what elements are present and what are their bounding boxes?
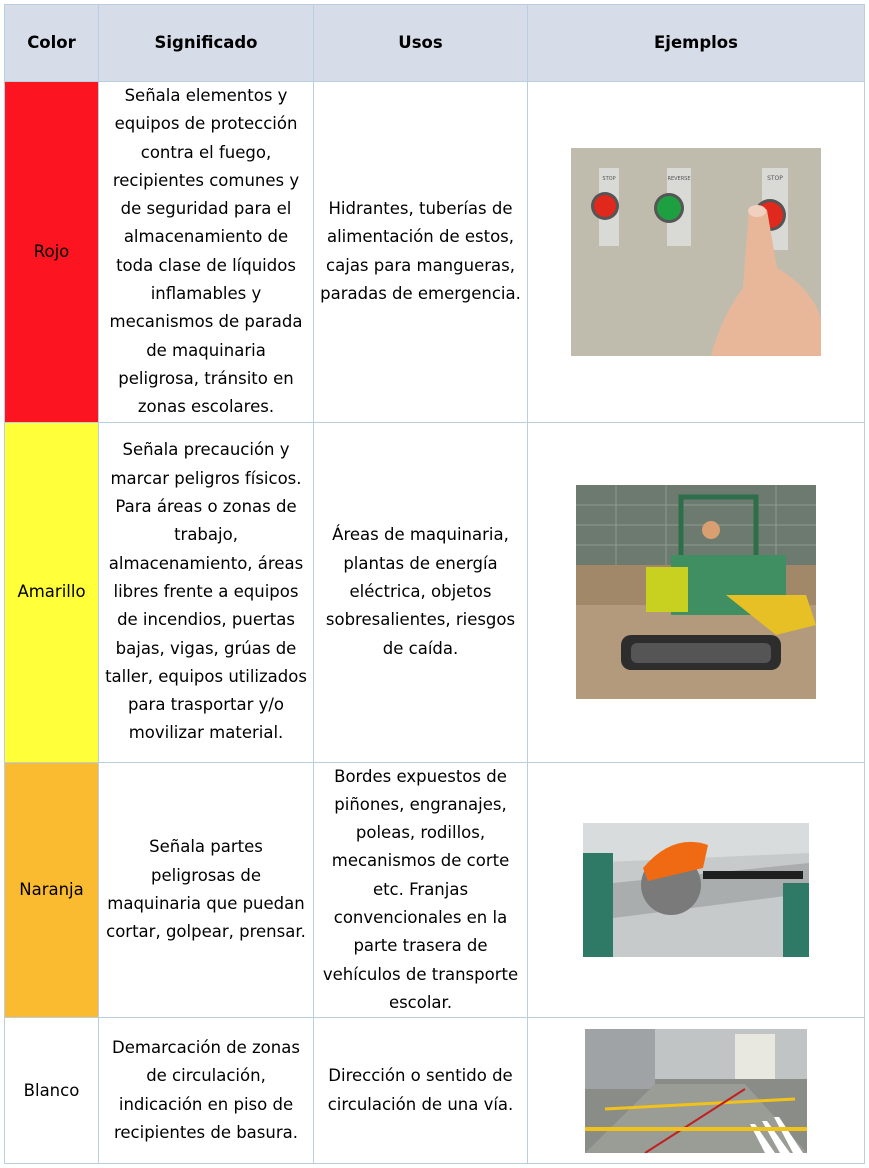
table-row-rojo — [5, 82, 865, 423]
significado-cell: Señala partes peligrosas de maquinaria que puedan cortar, golpear, prensar. — [99, 762, 314, 1018]
table-row-naranja — [5, 762, 865, 1018]
color-name: Amarillo — [17, 581, 86, 601]
saw-blade-photo — [583, 823, 809, 957]
color-name: Rojo — [33, 241, 70, 261]
label-stop-2: STOP — [767, 174, 783, 182]
usos-cell: Hidrantes, tuberías de alimentación de estos, cajas para mangueras, paradas de emergencia. — [314, 82, 528, 423]
significado-cell: Señala precaución y marcar peligros físicos. Para áreas o zonas de trabajo, almacenamiento, áreas libres frente a equipos de incendios, puertas bajas, vigas, grúas de taller, equipos utilizados para trasportar y/o movilizar material. — [99, 422, 314, 762]
stop-buttons-photo — [571, 148, 821, 356]
color-swatch-naranja — [5, 762, 99, 1018]
color-swatch-blanco — [5, 1018, 99, 1164]
header-row — [5, 5, 865, 82]
warehouse-floor-photo — [585, 1029, 807, 1153]
color-code-table — [4, 4, 865, 1164]
header-usos: Usos — [314, 5, 528, 82]
header-color: Color — [5, 5, 99, 82]
table-row-blanco — [5, 1018, 865, 1164]
significado-cell: Señala elementos y equipos de protección contra el fuego, recipientes comunes y de seguridad para el almacenamiento de toda clase de líquidos inflamables y mecanismos de parada de maquinaria peligrosa, tránsito en zonas escolares. — [99, 82, 314, 423]
color-name: Naranja — [19, 879, 84, 899]
significado-cell: Demarcación de zonas de circulación, indicación en piso de recipientes de basura. — [99, 1018, 314, 1164]
usos-cell: Bordes expuestos de piñones, engranajes, poleas, rodillos, mecanismos de corte etc. Franjas convencionales en la parte trasera de vehículos de transporte escolar. — [314, 762, 528, 1018]
color-swatch-rojo — [5, 82, 99, 423]
ejemplos-cell — [528, 762, 865, 1018]
color-name: Blanco — [23, 1080, 80, 1100]
label-reverse: REVERSE — [667, 175, 691, 182]
ejemplos-cell — [528, 82, 865, 423]
ejemplos-cell — [528, 422, 865, 762]
header-significado: Significado — [99, 5, 314, 82]
color-swatch-amarillo — [5, 422, 99, 762]
table-row-amarillo — [5, 422, 865, 762]
ejemplos-cell — [528, 1018, 865, 1164]
usos-cell: Dirección o sentido de circulación de una vía. — [314, 1018, 528, 1164]
usos-cell: Áreas de maquinaria, plantas de energía eléctrica, objetos sobresalientes, riesgos de caída. — [314, 422, 528, 762]
header-ejemplos: Ejemplos — [528, 5, 865, 82]
label-stop-1: STOP — [602, 175, 616, 182]
excavator-photo — [576, 485, 816, 699]
